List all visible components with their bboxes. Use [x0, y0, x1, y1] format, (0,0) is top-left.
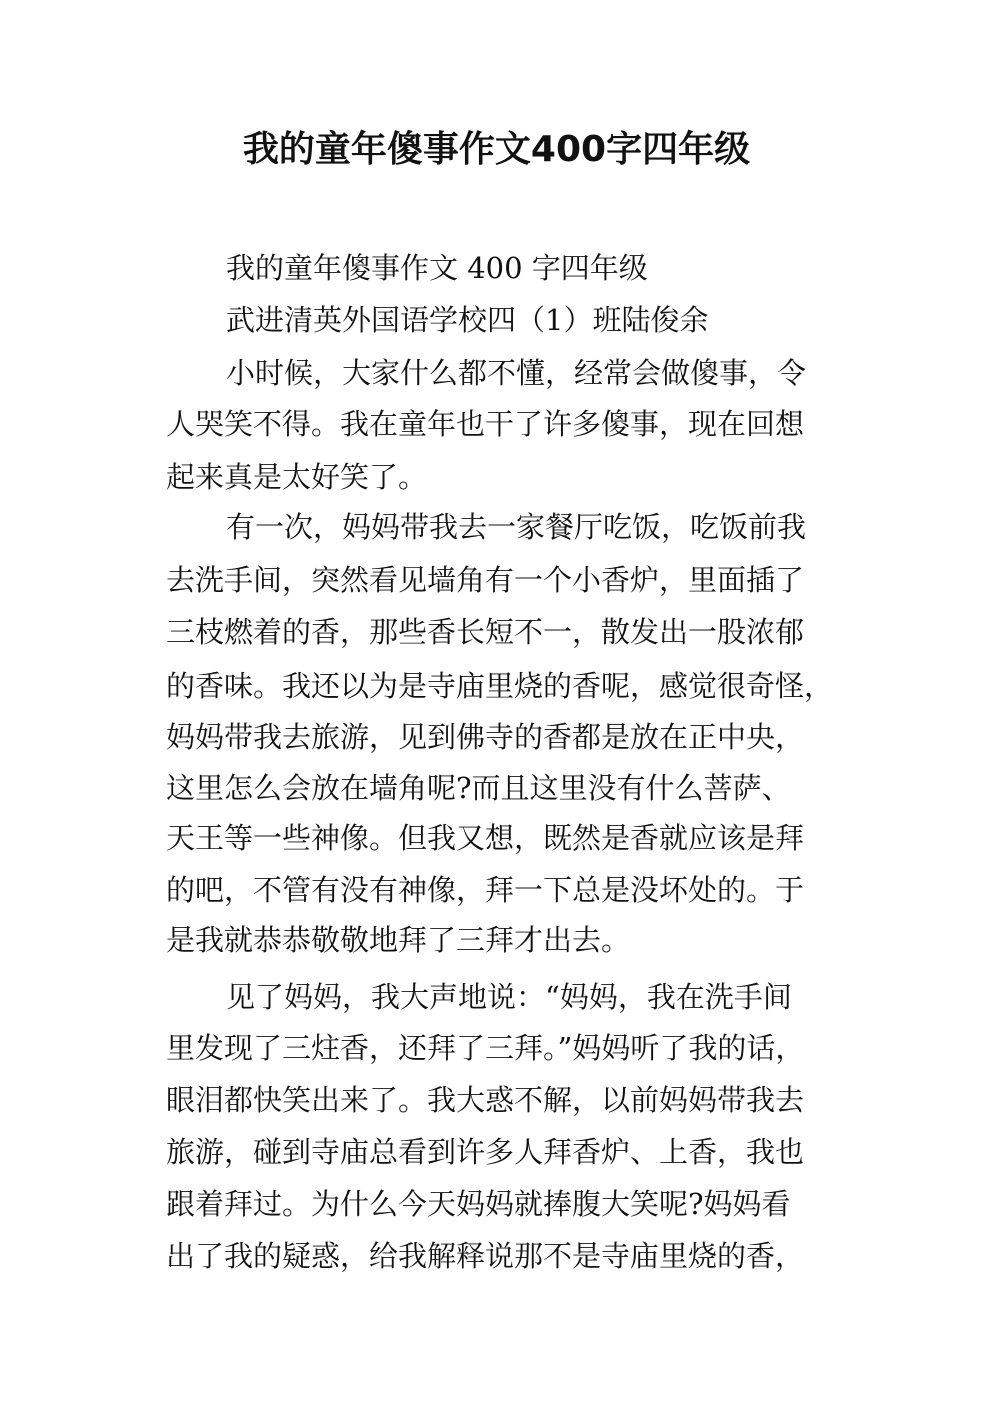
text-line: 天王等一些神像。但我又想，既然是香就应该是拜 [166, 821, 805, 855]
text-line: 有一次，妈妈带我去一家餐厅吃饭，吃饭前我 [226, 510, 807, 544]
text-line: 眼泪都快笑出来了。我大惑不解，以前妈妈带我去 [166, 1083, 805, 1117]
text-line: 武进清英外国语学校四（1）班陆俊余 [226, 303, 709, 337]
text-line: 三枝燃着的香，那些香长短不一，散发出一股浓郁 [166, 615, 805, 649]
text-line: 这里怎么会放在墙角呢?而且这里没有什么菩萨、 [166, 771, 791, 805]
text-line: 我的童年傻事作文 400 字四年级 [226, 251, 648, 285]
text-line: 的香味。我还以为是寺庙里烧的香呢，感觉很奇怪， [166, 669, 834, 703]
text-line: 起来真是太好笑了。 [166, 460, 428, 494]
document-title: 我的童年傻事作文400字四年级 [242, 129, 751, 170]
text-line: 里发现了三炷香，还拜了三拜。”妈妈听了我的话， [166, 1031, 805, 1065]
text-line: 人哭笑不得。我在童年也干了许多傻事，现在回想 [166, 407, 805, 441]
text-line: 旅游，碰到寺庙总看到许多人拜香炉、上香，我也 [166, 1135, 805, 1169]
text-line: 的吧，不管有没有神像，拜一下总是没坏处的。于 [166, 873, 805, 907]
text-line: 跟着拜过。为什么今天妈妈就捧腹大笑呢?妈妈看 [166, 1187, 791, 1221]
text-line: 见了妈妈，我大声地说：“妈妈，我在洗手间 [226, 980, 792, 1014]
text-line: 出了我的疑惑，给我解释说那不是寺庙里烧的香， [166, 1239, 805, 1273]
text-line: 妈妈带我去旅游，见到佛寺的香都是放在正中央， [166, 720, 805, 754]
text-line: 是我就恭恭敬敬地拜了三拜才出去。 [166, 923, 631, 957]
text-line: 小时候，大家什么都不懂，经常会做傻事，令 [226, 356, 807, 390]
text-line: 去洗手间，突然看见墙角有一个小香炉，里面插了 [166, 563, 805, 597]
